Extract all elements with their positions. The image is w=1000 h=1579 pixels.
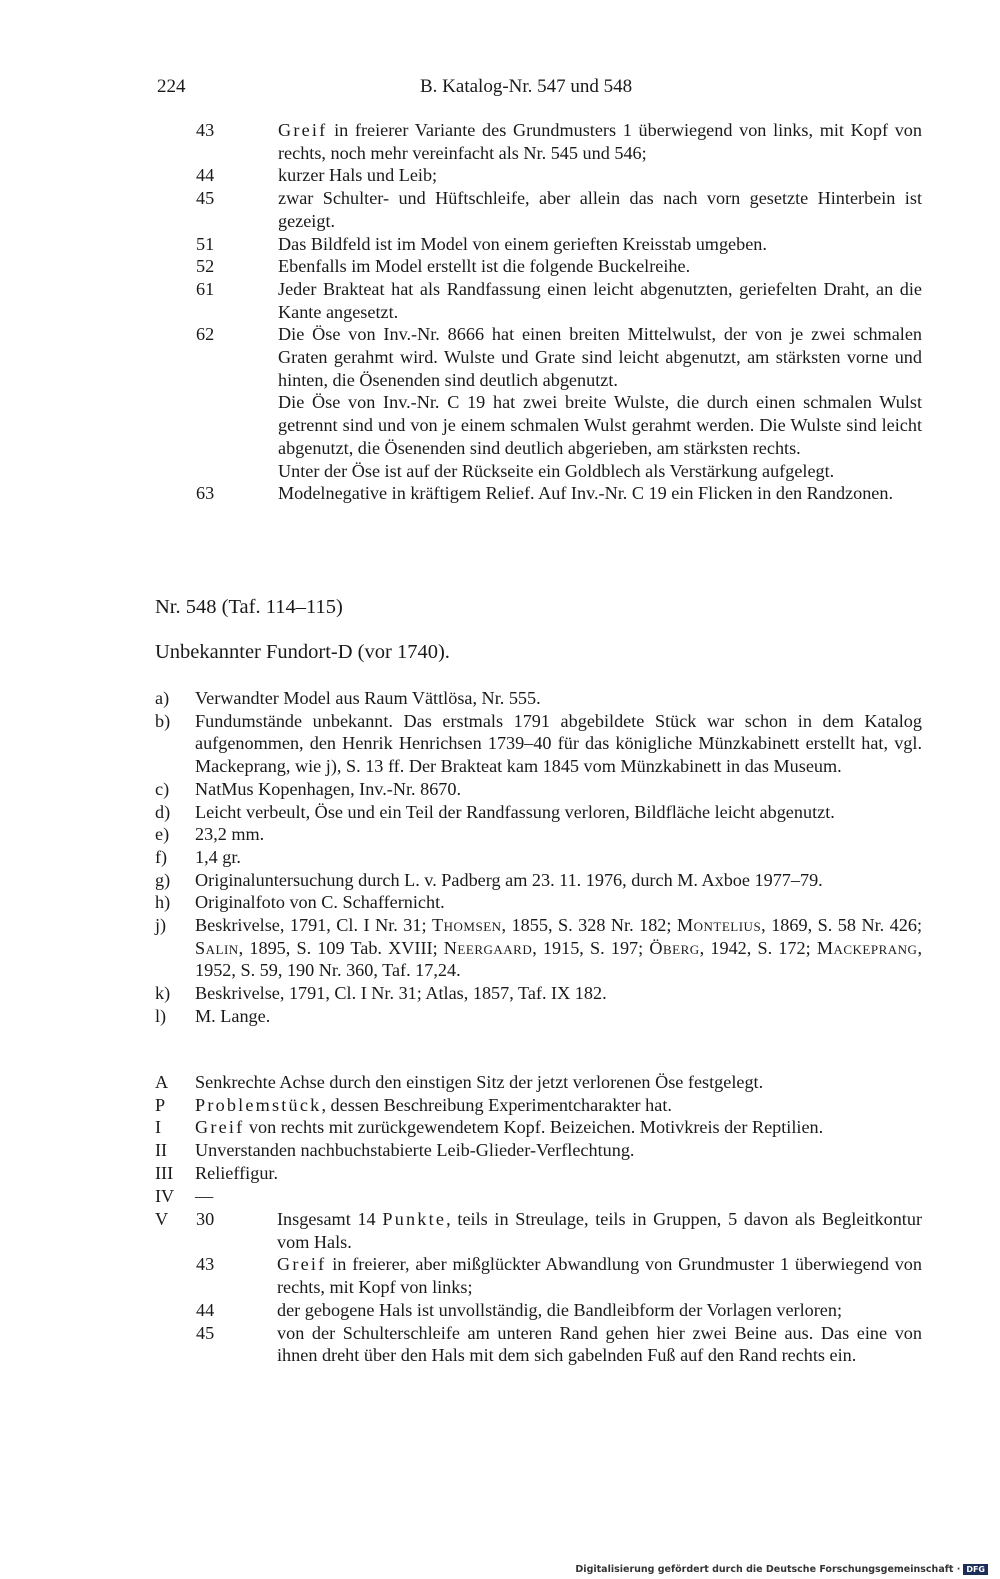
row-code: IV	[155, 1185, 175, 1206]
text-run: kurzer Hals und Leib;	[278, 165, 438, 186]
catalog-row	[155, 982, 922, 1005]
row-code: a)	[155, 688, 170, 708]
text-run: , 1915, S. 197;	[532, 937, 650, 958]
row-text	[195, 687, 922, 710]
row-text	[278, 323, 922, 391]
text-run: von rechts mit zurückgewendetem Kopf. Beizeichen. Motivkreis der Reptilien.	[244, 1117, 824, 1138]
text-run: zwar Schulter- und Hüftschleife, aber allein das nach vorn gesetzte Hinterbein ist gezeigt.	[278, 188, 922, 231]
catalog-row	[196, 233, 922, 256]
text-run: Problemstück	[195, 1094, 322, 1115]
text-run: Thomsen	[432, 915, 502, 936]
catalog-row	[155, 1322, 922, 1367]
row-text	[195, 801, 922, 824]
catalog-row	[155, 823, 922, 846]
catalog-row	[196, 323, 922, 391]
catalog-row	[196, 460, 922, 483]
row-text	[278, 278, 922, 323]
entry-548-description	[155, 1208, 922, 1367]
row-text	[278, 233, 922, 256]
row-text	[278, 255, 922, 278]
row-text	[195, 778, 922, 801]
row-code: II	[155, 1140, 168, 1161]
row-text	[195, 710, 922, 778]
text-run: Fundumstände unbekannt. Das erstmals 1791 abgebildete Stück war schon in dem Katalog aufgenommen, den Henrik Henrichsen 1739–40 für das königliche Münzkabinett erstellt hat, vgl. Mackeprang, wie j), S. 13 ff. Der Brakteat kam 1845 vom Münzkabinett in das Museum.	[195, 710, 922, 777]
text-run: Greif	[278, 120, 328, 140]
row-subcode: 30	[196, 1209, 215, 1229]
catalog-row	[196, 187, 922, 232]
catalog-row	[155, 869, 922, 892]
row-code: 62	[196, 324, 215, 345]
row-text	[278, 482, 922, 505]
row-text	[195, 914, 922, 982]
catalog-row	[155, 1185, 922, 1208]
catalog-row	[155, 846, 922, 869]
row-text	[277, 1322, 922, 1367]
catalog-row	[196, 119, 922, 164]
row-subcode: 44	[196, 1299, 215, 1320]
row-code: I	[155, 1117, 162, 1138]
catalog-row	[155, 1162, 922, 1185]
row-code: V	[155, 1209, 169, 1229]
text-run: Unverstanden nachbuchstabierte Leib-Glieder-Verflechtung.	[195, 1140, 635, 1161]
text-run: Originaluntersuchung durch L. v. Padberg am 23. 11. 1976, durch M. Axboe 1977–79.	[195, 869, 823, 890]
digitization-footer	[575, 1564, 988, 1575]
find-location-heading: Unbekannter Fundort-D (vor 1740).	[155, 641, 450, 663]
catalog-row	[196, 255, 922, 278]
catalog-row	[155, 778, 922, 801]
row-text	[278, 460, 922, 483]
entry-548-metadata	[155, 687, 922, 1028]
row-code: k)	[155, 983, 171, 1004]
row-code: 52	[196, 256, 215, 277]
text-run: von der Schulterschleife am unteren Rand gehen hier zwei Beine aus. Das eine von ihnen dreht über den Hals mit dem sich gabelnden Fuß auf den Rand rechts ein.	[277, 1322, 922, 1366]
text-run: NatMus Kopenhagen, Inv.-Nr. 8670.	[195, 778, 462, 799]
text-run: M. Lange.	[195, 1005, 271, 1026]
row-text	[278, 391, 922, 459]
catalog-row	[155, 1208, 922, 1253]
text-run: Beskrivelse, 1791, Cl. I Nr. 31; Atlas, 1857, Taf. IX 182.	[195, 983, 607, 1004]
text-run: Greif	[195, 1117, 245, 1138]
entry-548-classification	[155, 1071, 922, 1207]
text-run: 23,2 mm.	[195, 824, 265, 845]
footer-text: Digitalisierung gefördert durch die Deutsche Forschungsgemeinschaft ·	[575, 1564, 961, 1575]
text-run: Jeder Brakteat hat als Randfassung einen leicht abgenutzten, geriefelten Draht, an die Kante angesetzt.	[278, 278, 922, 322]
row-text	[195, 1094, 922, 1117]
text-run: Neergaard	[443, 937, 533, 958]
row-text	[277, 1299, 922, 1322]
text-run: Insgesamt 14	[277, 1209, 383, 1229]
row-text	[195, 891, 922, 914]
catalog-row	[155, 1071, 922, 1094]
text-run: Salin	[195, 937, 239, 958]
dfg-logo: DFG	[963, 1564, 988, 1575]
text-run: Ebenfalls im Model erstellt ist die folgende Buckelreihe.	[278, 256, 691, 277]
row-text	[195, 1139, 922, 1162]
row-text	[195, 982, 922, 1005]
row-code: j)	[155, 915, 167, 936]
row-subcode: 45	[196, 1322, 215, 1343]
catalog-row	[155, 801, 922, 824]
row-code: f)	[155, 846, 168, 867]
text-run: Originalfoto von C. Schaffernicht.	[195, 892, 445, 913]
text-run: Punkte	[382, 1209, 447, 1229]
text-run: , teils in Streulage, teils in Gruppen, 5 davon als Begleitkontur vom Hals.	[277, 1209, 922, 1252]
text-run: Öberg	[649, 937, 700, 958]
row-code: 44	[196, 165, 215, 186]
text-run: Modelnegative in kräftigem Relief. Auf Inv.-Nr. C 19 ein Flicken in den Randzonen.	[278, 483, 894, 504]
row-subcode: 43	[196, 1254, 215, 1275]
entry-547-continuation	[196, 119, 922, 505]
row-text	[195, 1185, 922, 1208]
text-run: , 1942, S. 172;	[699, 937, 817, 958]
row-code: 45	[196, 188, 215, 209]
catalog-row	[196, 391, 922, 459]
row-code: 63	[196, 483, 215, 504]
text-run: in freierer, aber mißglückter Abwandlung von Grundmuster 1 überwiegend von rechts, mit Kopf von links;	[277, 1254, 922, 1298]
text-run: Beskrivelse, 1791, Cl. I Nr. 31;	[195, 915, 433, 936]
row-text	[195, 1116, 922, 1139]
catalog-row	[196, 482, 922, 505]
text-run: Relieffigur.	[195, 1162, 279, 1183]
text-run: Verwandter Model aus Raum Vättlösa, Nr. 555.	[195, 688, 541, 708]
catalog-row	[155, 1299, 922, 1322]
text-run: in freierer Variante des Grundmusters 1 überwiegend von links, mit Kopf von rechts, noch mehr vereinfacht als Nr. 545 und 546;	[278, 120, 922, 163]
text-run: Montelius	[676, 915, 762, 936]
catalog-row	[155, 1253, 922, 1298]
text-run: Greif	[277, 1254, 327, 1275]
row-text	[195, 823, 922, 846]
row-code: b)	[155, 710, 171, 731]
row-code: g)	[155, 869, 171, 890]
row-code: 61	[196, 278, 215, 299]
row-code: e)	[155, 824, 170, 845]
row-text	[278, 187, 922, 232]
entry-548-heading: Nr. 548 (Taf. 114–115)	[155, 596, 343, 618]
text-run: , 1855, S. 328 Nr. 182;	[501, 915, 677, 936]
catalog-row	[196, 278, 922, 323]
catalog-row	[155, 914, 922, 982]
row-text	[195, 1162, 922, 1185]
row-text	[278, 119, 922, 164]
row-code: d)	[155, 801, 171, 822]
row-code: 43	[196, 120, 215, 140]
text-run: Das Bildfeld ist im Model von einem gerieften Kreisstab umgeben.	[278, 233, 767, 254]
row-text	[195, 869, 922, 892]
text-run: Senkrechte Achse durch den einstigen Sitz der jetzt verlorenen Öse festgelegt.	[195, 1072, 764, 1092]
row-code: l)	[155, 1005, 167, 1026]
text-run: , 1895, S. 109 Tab. XVIII;	[238, 937, 444, 958]
text-run: , dessen Beschreibung Experimentcharakter hat.	[321, 1094, 672, 1115]
catalog-row	[155, 1116, 922, 1139]
row-code: III	[155, 1162, 174, 1183]
row-code: P	[155, 1094, 166, 1115]
catalog-row	[155, 710, 922, 778]
row-text	[277, 1208, 922, 1253]
text-run: , 1869, S. 58 Nr. 426;	[761, 915, 922, 936]
text-run: der gebogene Hals ist unvollständig, die Bandleibform der Vorlagen verloren;	[277, 1299, 843, 1320]
row-code: h)	[155, 892, 171, 913]
row-text	[195, 846, 922, 869]
row-code: A	[155, 1072, 169, 1092]
page-number: 224	[157, 76, 186, 97]
row-text	[195, 1071, 922, 1094]
row-text	[277, 1253, 922, 1298]
row-code: 51	[196, 233, 215, 254]
text-run: Die Öse von Inv.-Nr. 8666 hat einen breiten Mittelwulst, der von je zwei schmalen Graten gerahmt wird. Wulste und Grate sind leicht abgenutzt, am stärksten vorne und hinten, die Ösenenden sind deutlich abgenutzt.	[278, 324, 922, 390]
row-text	[278, 164, 922, 187]
running-title: B. Katalog-Nr. 547 und 548	[420, 76, 633, 97]
catalog-row	[155, 1139, 922, 1162]
text-run: Mackeprang	[816, 937, 918, 958]
text-run: —	[195, 1185, 214, 1206]
catalog-row	[155, 1005, 922, 1028]
text-run: Leicht verbeult, Öse und ein Teil der Randfassung verloren, Bildfläche leicht abgenutzt.	[195, 801, 835, 822]
text-run: Die Öse von Inv.-Nr. C 19 hat zwei breite Wulste, die durch einen schmalen Wulst getrennt sind und von je einem schmalen Wulst gerahmt werden. Die Wulste sind leicht abgenutzt, die Ösenenden sind deutlich abgerieben, am stärksten rechts.	[278, 392, 922, 458]
text-run: 1,4 gr.	[195, 846, 241, 867]
text-run: Unter der Öse ist auf der Rückseite ein Goldblech als Verstärkung aufgelegt.	[278, 460, 835, 481]
catalog-row	[196, 164, 922, 187]
row-text	[195, 1005, 922, 1028]
catalog-row	[155, 891, 922, 914]
text-run: , 1952, S. 59, 190 Nr. 360, Taf. 17,24.	[195, 937, 922, 981]
catalog-row	[155, 687, 922, 710]
row-code: c)	[155, 778, 170, 799]
catalog-row	[155, 1094, 922, 1117]
